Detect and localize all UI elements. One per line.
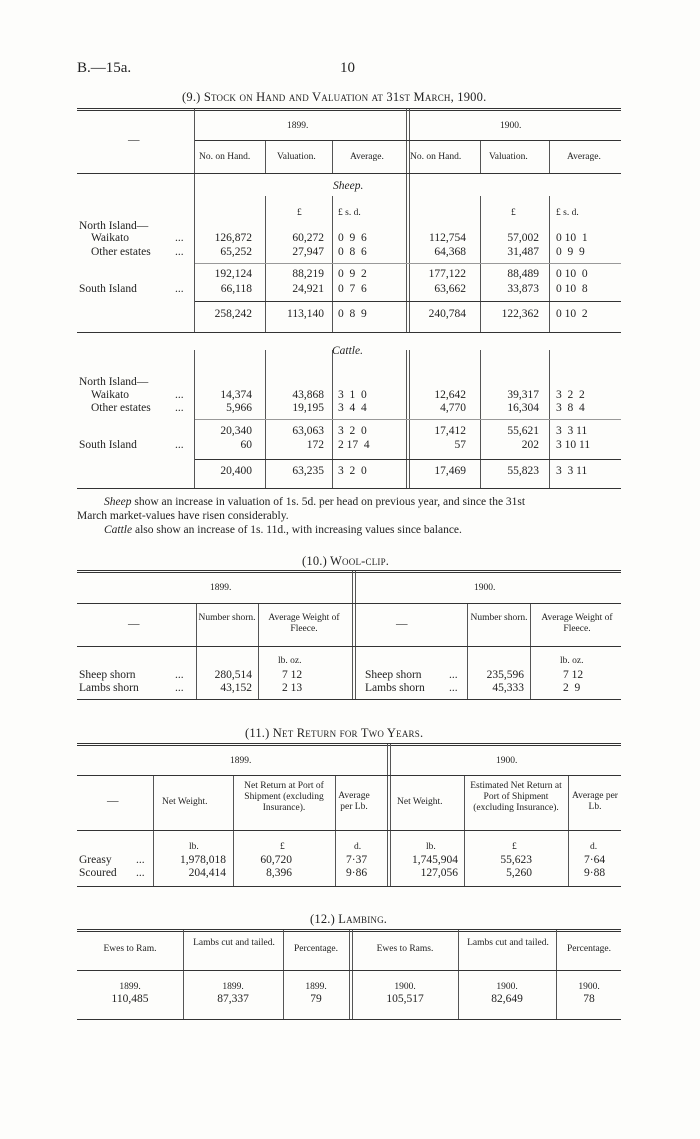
cattle-north-total-avg-1899: 3 2 0 bbox=[338, 425, 367, 437]
sheep-north-total-avg-1899: 0 9 2 bbox=[338, 268, 367, 280]
lambs-shorn-label: Lambs shorn bbox=[79, 682, 139, 694]
year-1899: 1899. bbox=[119, 982, 141, 992]
sheep-total-no-1900: 240,784 bbox=[428, 308, 466, 320]
north-island-label: North Island— bbox=[79, 376, 149, 388]
leader-dots: ... bbox=[136, 854, 145, 866]
col-net-return-1900: Estimated Net Return at Port of Shipment (excluding Insurance). bbox=[470, 781, 562, 813]
unit-pound: £ bbox=[511, 208, 516, 218]
leader-dots: ... bbox=[175, 232, 184, 244]
col-percentage: Percentage. bbox=[293, 944, 339, 954]
sheep-south-avg-1900: 0 10 8 bbox=[556, 283, 588, 295]
leader-dots: ... bbox=[449, 669, 458, 681]
note-cattle-word: Cattle bbox=[104, 524, 133, 536]
sheep-other-no-1899: 65,252 bbox=[220, 246, 252, 258]
cattle-north-total-no-1900: 17,412 bbox=[434, 425, 466, 437]
sheep-fleece-1899: 7 12 bbox=[282, 669, 303, 681]
unit-lb: lb. bbox=[426, 842, 436, 852]
sheep-total-no-1899: 258,242 bbox=[214, 308, 252, 320]
leader-dots: ... bbox=[175, 439, 184, 451]
note-cattle-text: also show an increase of 1s. 11d., with increasing values since balance. bbox=[132, 524, 462, 536]
year-1899: 1899. bbox=[287, 121, 309, 131]
scoured-weight-1900: 127,056 bbox=[420, 867, 458, 879]
cattle-north-total-val-1899: 63,063 bbox=[292, 425, 324, 437]
lambs-1899: 87,337 bbox=[217, 993, 249, 1005]
cattle-total-avg-1900: 3 3 11 bbox=[556, 465, 588, 477]
cattle-other-avg-1900: 3 8 4 bbox=[556, 402, 585, 414]
other-estates-label: Other estates bbox=[91, 246, 151, 258]
leader-dots: ... bbox=[175, 682, 184, 694]
cattle-label: Cattle. bbox=[332, 345, 363, 357]
cattle-south-avg-1900: 3 10 11 bbox=[556, 439, 591, 451]
leader-dots: ... bbox=[175, 246, 184, 258]
col-lambs-cut-tailed: Lambs cut and tailed. bbox=[193, 938, 275, 948]
sheep-north-total-val-1900: 88,489 bbox=[507, 268, 539, 280]
cattle-total-no-1899: 20,400 bbox=[220, 465, 252, 477]
col-valuation: Valuation. bbox=[277, 152, 316, 162]
unit-lb: lb. bbox=[189, 842, 199, 852]
greasy-return-1899: 60,720 bbox=[260, 854, 292, 866]
greasy-avg-1899: 7·37 bbox=[346, 854, 368, 866]
sheep-waikato-avg-1899: 0 9 6 bbox=[338, 232, 367, 244]
sheep-north-total-avg-1900: 0 10 0 bbox=[556, 268, 588, 280]
sheep-total-val-1899: 113,140 bbox=[287, 308, 324, 320]
scoured-label: Scoured bbox=[79, 867, 117, 879]
lambs-fleece-1899: 2 13 bbox=[282, 682, 303, 694]
note-sheep bbox=[104, 495, 525, 510]
unit-lsd: £ s. d. bbox=[556, 208, 579, 218]
section-10-title: (10.) Wool-clip. bbox=[302, 554, 390, 568]
col-net-weight: Net Weight. bbox=[162, 797, 208, 807]
col-average-weight: Average Weight of Fleece. bbox=[541, 613, 613, 634]
greasy-label: Greasy bbox=[79, 854, 112, 866]
cattle-waikato-avg-1900: 3 2 2 bbox=[556, 389, 585, 401]
other-estates-label: Other estates bbox=[91, 402, 151, 414]
note-cattle bbox=[104, 523, 462, 538]
note-sheep-text: show an increase in valuation of 1s. 5d. per head on previous year, and since the 31st bbox=[131, 496, 526, 508]
col-average: Average. bbox=[350, 152, 384, 162]
cattle-total-no-1900: 17,469 bbox=[434, 465, 466, 477]
cattle-waikato-no-1899: 14,374 bbox=[220, 389, 252, 401]
document-reference: B.—15a. bbox=[77, 60, 132, 76]
lambs-fleece-1900: 2 9 bbox=[563, 682, 581, 694]
section-12-title: (12.) Lambing. bbox=[310, 912, 388, 926]
cattle-other-val-1900: 16,304 bbox=[507, 402, 539, 414]
stub-dash: — bbox=[128, 134, 140, 146]
south-island-label: South Island bbox=[79, 283, 137, 295]
greasy-weight-1900: 1,745,904 bbox=[412, 854, 458, 866]
unit-pound: £ bbox=[297, 208, 302, 218]
year-1899: 1899. bbox=[222, 982, 244, 992]
leader-dots: ... bbox=[175, 402, 184, 414]
col-number-shorn: Number shorn. bbox=[198, 613, 256, 623]
cattle-waikato-val-1899: 43,868 bbox=[292, 389, 324, 401]
cattle-other-no-1899: 5,966 bbox=[226, 402, 252, 414]
sheep-waikato-no-1899: 126,872 bbox=[214, 232, 252, 244]
note-sheep-cont: March market-values have risen considerably. bbox=[77, 510, 289, 522]
unit-lsd: £ s. d. bbox=[338, 208, 361, 218]
year-1900: 1900. bbox=[394, 982, 416, 992]
sheep-north-total-no-1899: 192,124 bbox=[214, 268, 252, 280]
unit-d: d. bbox=[590, 842, 598, 852]
leader-dots: ... bbox=[449, 682, 458, 694]
cattle-other-no-1900: 4,770 bbox=[440, 402, 466, 414]
sheep-waikato-val-1899: 60,272 bbox=[292, 232, 324, 244]
col-number-shorn: Number shorn. bbox=[470, 613, 528, 623]
col-average: Average. bbox=[567, 152, 601, 162]
cattle-waikato-avg-1899: 3 1 0 bbox=[338, 389, 367, 401]
col-no-on-hand: No. on Hand. bbox=[199, 152, 251, 162]
cattle-south-val-1899: 172 bbox=[306, 439, 324, 451]
cattle-other-avg-1899: 3 4 4 bbox=[338, 402, 367, 414]
sheep-other-avg-1899: 0 8 6 bbox=[338, 246, 367, 258]
sheep-total-avg-1900: 0 10 2 bbox=[556, 308, 588, 320]
lambs-shorn-label: Lambs shorn bbox=[365, 682, 425, 694]
sheep-south-avg-1899: 0 7 6 bbox=[338, 283, 367, 295]
cattle-south-no-1900: 57 bbox=[454, 439, 466, 451]
col-ewes-to-rams: Ewes to Rams. bbox=[376, 944, 434, 954]
sheep-fleece-1900: 7 12 bbox=[563, 669, 584, 681]
year-1900: 1900. bbox=[578, 982, 600, 992]
col-average-per-lb: Average per Lb. bbox=[338, 791, 370, 812]
cattle-total-val-1900: 55,823 bbox=[507, 465, 539, 477]
cattle-north-total-val-1900: 55,621 bbox=[507, 425, 539, 437]
year-1899: 1899. bbox=[305, 982, 327, 992]
leader-dots: ... bbox=[175, 283, 184, 295]
leader-dots: ... bbox=[136, 867, 145, 879]
percentage-1900: 78 bbox=[583, 993, 595, 1005]
scoured-return-1900: 5,260 bbox=[506, 867, 532, 879]
ewes-to-ram-1899: 110,485 bbox=[111, 993, 149, 1005]
sheep-waikato-no-1900: 112,754 bbox=[429, 232, 466, 244]
cattle-total-avg-1899: 3 2 0 bbox=[338, 465, 367, 477]
col-lambs-cut-tailed: Lambs cut and tailed. bbox=[467, 938, 549, 948]
col-ewes-to-ram: Ewes to Ram. bbox=[103, 944, 157, 954]
sheep-south-no-1900: 63,662 bbox=[434, 283, 466, 295]
stub-dash: — bbox=[128, 618, 140, 630]
col-no-on-hand: No. on Hand. bbox=[410, 152, 462, 162]
greasy-weight-1899: 1,978,018 bbox=[180, 854, 226, 866]
lambs-1900: 82,649 bbox=[491, 993, 523, 1005]
scoured-avg-1900: 9·88 bbox=[584, 867, 606, 879]
greasy-avg-1900: 7·64 bbox=[584, 854, 606, 866]
scoured-weight-1899: 204,414 bbox=[188, 867, 226, 879]
sheep-south-no-1899: 66,118 bbox=[220, 283, 252, 295]
col-valuation: Valuation. bbox=[489, 152, 528, 162]
section-9-title: (9.) Stock on Hand and Valuation at 31st March, 1900. bbox=[182, 90, 487, 104]
year-1900: 1900. bbox=[474, 583, 496, 593]
cattle-south-avg-1899: 2 17 4 bbox=[338, 439, 370, 451]
unit-d: d. bbox=[354, 842, 362, 852]
year-1900: 1900. bbox=[496, 756, 518, 766]
cattle-south-no-1899: 60 bbox=[240, 439, 252, 451]
sheep-south-val-1900: 33,873 bbox=[507, 283, 539, 295]
sheep-north-total-val-1899: 88,219 bbox=[292, 268, 324, 280]
sheep-other-no-1900: 64,368 bbox=[434, 246, 466, 258]
sheep-other-avg-1900: 0 9 9 bbox=[556, 246, 585, 258]
year-1900: 1900. bbox=[500, 121, 522, 131]
lambs-shorn-1900: 45,333 bbox=[492, 682, 524, 694]
sheep-total-val-1900: 122,362 bbox=[501, 308, 539, 320]
col-average-weight: Average Weight of Fleece. bbox=[268, 613, 340, 634]
unit-lb-oz: lb. oz. bbox=[560, 656, 584, 666]
lambs-shorn-1899: 43,152 bbox=[220, 682, 252, 694]
year-1900: 1900. bbox=[496, 982, 518, 992]
cattle-north-total-avg-1900: 3 3 11 bbox=[556, 425, 588, 437]
sheep-south-val-1899: 24,921 bbox=[292, 283, 324, 295]
sheep-shorn-1899: 280,514 bbox=[214, 669, 252, 681]
sheep-total-avg-1899: 0 8 9 bbox=[338, 308, 367, 320]
leader-dots: ... bbox=[175, 669, 184, 681]
greasy-return-1900: 55,623 bbox=[500, 854, 532, 866]
col-net-weight: Net Weight. bbox=[397, 797, 443, 807]
sheep-north-total-no-1900: 177,122 bbox=[428, 268, 466, 280]
north-island-label: North Island— bbox=[79, 220, 149, 232]
sheep-shorn-label: Sheep shorn bbox=[79, 669, 136, 681]
waikato-label: Waikato bbox=[91, 389, 130, 401]
cattle-waikato-val-1900: 39,317 bbox=[507, 389, 539, 401]
cattle-other-val-1899: 19,195 bbox=[292, 402, 324, 414]
scoured-return-1899: 8,396 bbox=[266, 867, 292, 879]
page-number: 10 bbox=[340, 60, 355, 76]
cattle-north-total-no-1899: 20,340 bbox=[220, 425, 252, 437]
stub-dash: — bbox=[107, 795, 119, 807]
sheep-other-val-1900: 31,487 bbox=[507, 246, 539, 258]
sheep-waikato-val-1900: 57,002 bbox=[507, 232, 539, 244]
leader-dots: ... bbox=[175, 389, 184, 401]
note-sheep-word: Sheep bbox=[104, 496, 132, 508]
sheep-other-val-1899: 27,947 bbox=[292, 246, 324, 258]
cattle-waikato-no-1900: 12,642 bbox=[434, 389, 466, 401]
section-11-title: (11.) Net Return for Two Years. bbox=[245, 726, 424, 740]
percentage-1899: 79 bbox=[310, 993, 322, 1005]
cattle-total-val-1899: 63,235 bbox=[292, 465, 324, 477]
col-net-return-1899: Net Return at Port of Shipment (excluding Insurance). bbox=[244, 781, 324, 813]
year-1899: 1899. bbox=[210, 583, 232, 593]
waikato-label: Waikato bbox=[91, 232, 130, 244]
south-island-label: South Island bbox=[79, 439, 137, 451]
unit-lb-oz: lb. oz. bbox=[278, 656, 302, 666]
ewes-to-rams-1900: 105,517 bbox=[386, 993, 424, 1005]
year-1899: 1899. bbox=[230, 756, 252, 766]
sheep-shorn-label: Sheep shorn bbox=[365, 669, 422, 681]
sheep-label: Sheep. bbox=[333, 180, 364, 192]
unit-pound: £ bbox=[280, 842, 285, 852]
stub-dash: — bbox=[396, 618, 408, 630]
cattle-south-val-1900: 202 bbox=[521, 439, 539, 451]
scoured-avg-1899: 9·86 bbox=[346, 867, 368, 879]
unit-pound: £ bbox=[512, 842, 517, 852]
col-percentage: Percentage. bbox=[566, 944, 612, 954]
sheep-waikato-avg-1900: 0 10 1 bbox=[556, 232, 588, 244]
sheep-shorn-1900: 235,596 bbox=[486, 669, 524, 681]
col-average-per-lb: Average per Lb. bbox=[572, 791, 618, 812]
